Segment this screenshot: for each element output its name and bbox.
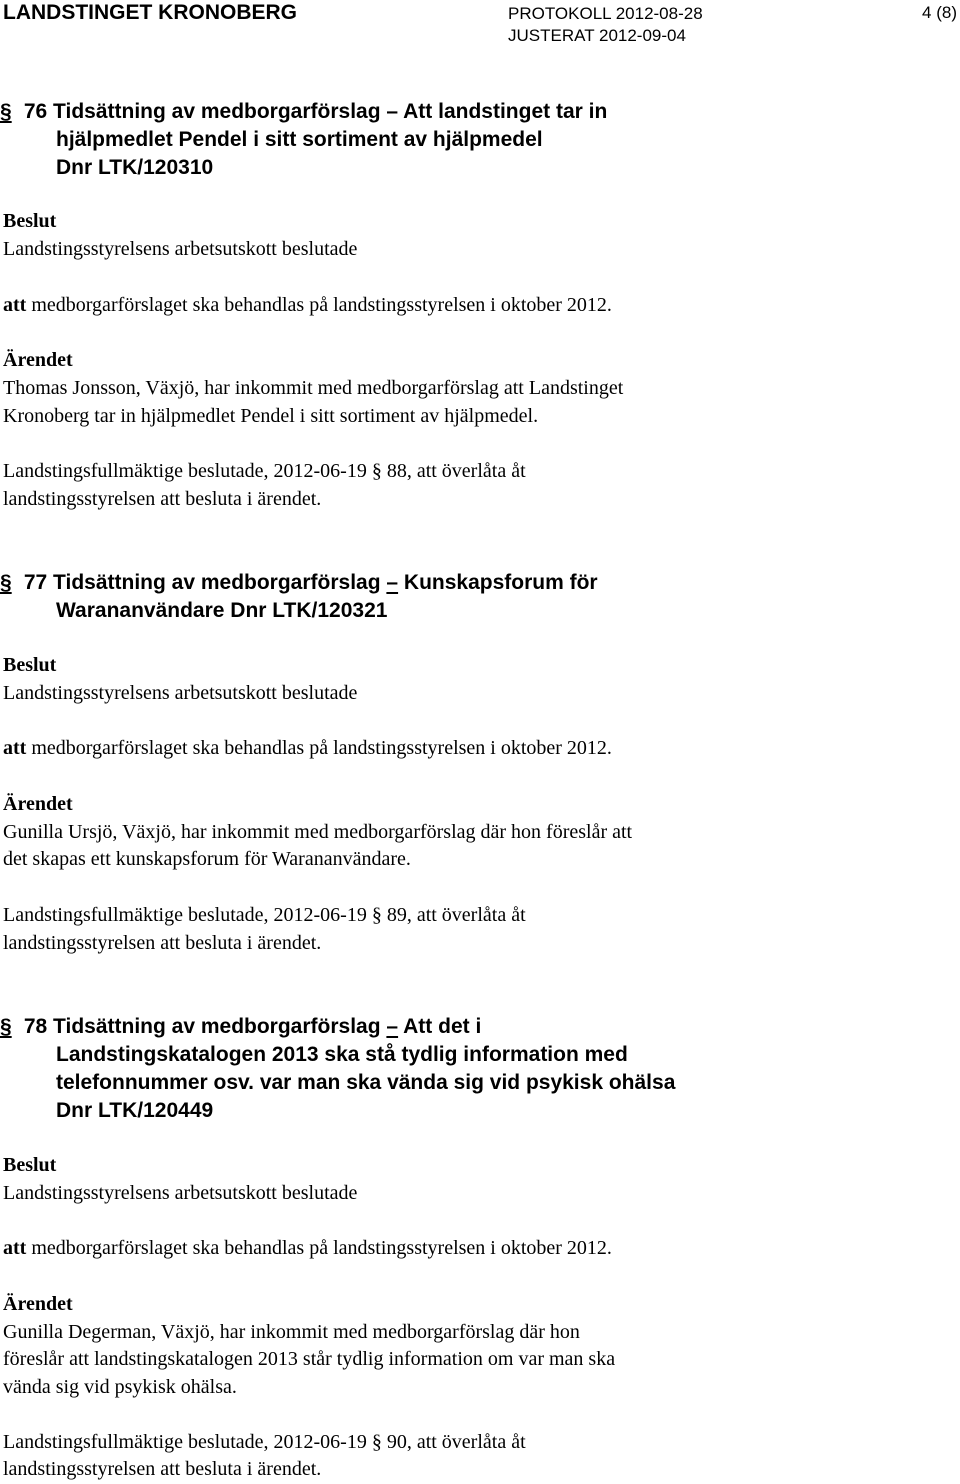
section-title-line-2: hjälpmedlet Pendel i sitt sortiment av hjälpmedel (56, 128, 543, 151)
section-title-rest: Kunskapsforum för (403, 571, 598, 594)
paragraph-sign: § (0, 1015, 12, 1038)
section-number: 77 (23, 571, 48, 594)
matter-heading: Ärendet (3, 1293, 73, 1315)
matter-line: det skapas ett kunskapsforum för Warananvändare. (3, 848, 411, 870)
section-title-rest: Att landstinget tar in (403, 100, 608, 123)
section-title-line-2: Landstingskatalogen 2013 ska stå tydlig information med (56, 1043, 628, 1066)
decision-heading: Beslut (3, 210, 57, 232)
section-title-rest: Att det i (403, 1015, 482, 1038)
decision-text: att medborgarförslaget ska behandlas på landstingsstyrelsen i oktober 2012. (3, 1237, 612, 1259)
matter-heading: Ärendet (3, 793, 73, 815)
council-decision-line: Landstingsfullmäktige beslutade, 2012-06-19 § 89, att överlåta åt (3, 904, 526, 926)
protocol-info (508, 3, 703, 47)
title-dash: – (386, 100, 399, 123)
council-decision-line: landstingsstyrelsen att besluta i ärendet. (3, 1458, 322, 1480)
matter-line: Gunilla Ursjö, Växjö, har inkommit med medborgarförslag där hon föreslår att (3, 821, 633, 843)
decision-heading: Beslut (3, 1154, 57, 1176)
protocol-date: PROTOKOLL 2012-08-28 (508, 4, 703, 23)
decision-body: Landstingsstyrelsens arbetsutskott beslutade (3, 238, 358, 260)
page-header (0, 0, 960, 56)
matter-line: föreslår att landstingskatalogen 2013 står tydlig information om var man ska (3, 1348, 616, 1370)
decision-body: Landstingsstyrelsens arbetsutskott beslutade (3, 682, 358, 704)
section-title-lead: Tidsättning av medborgarförslag (53, 100, 381, 123)
section-title-lead: Tidsättning av medborgarförslag (53, 1015, 381, 1038)
council-decision-line: Landstingsfullmäktige beslutade, 2012-06-19 § 88, att överlåta åt (3, 460, 526, 482)
matter-heading: Ärendet (3, 349, 73, 371)
decision-text: att medborgarförslaget ska behandlas på landstingsstyrelsen i oktober 2012. (3, 737, 612, 759)
paragraph-sign: § (0, 571, 12, 594)
section-78-title (0, 1013, 675, 1125)
council-decision-line: landstingsstyrelsen att besluta i ärendet. (3, 488, 322, 510)
council-decision-line: landstingsstyrelsen att besluta i ärendet. (3, 932, 322, 954)
section-title-line-3: telefonnummer osv. var man ska vända sig vid psykisk ohälsa (56, 1071, 676, 1094)
section-title-lead: Tidsättning av medborgarförslag (53, 571, 381, 594)
section-number: 76 (23, 100, 48, 123)
matter-line: vända sig vid psykisk ohälsa. (3, 1376, 237, 1398)
title-dash: – (386, 571, 399, 594)
decision-text: att medborgarförslaget ska behandlas på landstingsstyrelsen i oktober 2012. (3, 294, 612, 316)
matter-line: Kronoberg tar in hjälpmedlet Pendel i sitt sortiment av hjälpmedel. (3, 405, 539, 427)
section-77-title (0, 569, 598, 625)
organization-name: LANDSTINGET KRONOBERG (3, 1, 297, 24)
section-title-line-2: Warananvändare Dnr LTK/120321 (56, 599, 388, 622)
paragraph-sign: § (0, 100, 12, 123)
title-dash: – (386, 1015, 399, 1038)
adjusted-date: JUSTERAT 2012-09-04 (508, 26, 686, 45)
section-title-line-3: Dnr LTK/120310 (56, 156, 214, 179)
matter-line: Gunilla Degerman, Växjö, har inkommit med medborgarförslag där hon (3, 1321, 580, 1343)
decision-heading: Beslut (3, 654, 57, 676)
section-title-line-4: Dnr LTK/120449 (56, 1099, 214, 1122)
council-decision-line: Landstingsfullmäktige beslutade, 2012-06-19 § 90, att överlåta åt (3, 1431, 526, 1453)
section-number: 78 (23, 1015, 48, 1038)
page-number: 4 (8) (922, 3, 957, 22)
decision-body: Landstingsstyrelsens arbetsutskott beslutade (3, 1182, 358, 1204)
section-76-title (0, 98, 607, 182)
matter-line: Thomas Jonsson, Växjö, har inkommit med medborgarförslag att Landstinget (3, 377, 624, 399)
